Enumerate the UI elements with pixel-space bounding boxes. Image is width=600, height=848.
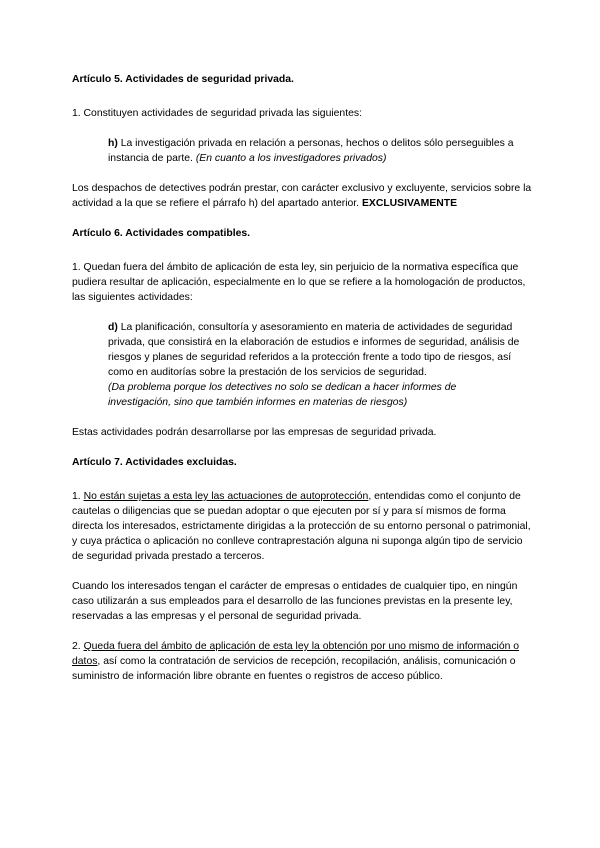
article-7-paragraph-1 bbox=[72, 489, 532, 564]
paragraph-number: 1. bbox=[72, 491, 84, 502]
paragraph-text: Los despachos de detectives podrán prestar, con carácter exclusivo y excluyente, servicios sobre la actividad a la que se refiere el párrafo h) del apartado anterior. bbox=[72, 183, 532, 209]
article-6-heading: Artículo 6. Actividades compatibles. bbox=[72, 228, 251, 239]
article-7-paragraph-2: Cuando los interesados tengan el carácter de empresas o entidades de cualquier tipo, en ningún caso utilizarán a sus empleados para el desarrollo de las funciones previstas en la presente ley, reservadas a las empresas y el personal de seguridad privada. bbox=[72, 581, 518, 622]
item-text: La investigación privada en relación a personas, hechos o delitos sólo perseguibles a instancia de parte. bbox=[108, 138, 514, 164]
item-note: (Da problema porque los detectives no solo se dedican a hacer informes de investigación, sino que también informes en materias de riesgos) bbox=[108, 382, 457, 408]
paragraph-text: , así como la contratación de servicios de recepción, recopilación, análisis, comunicación o suministro de información libre obrante en fuentes o registros de acceso público. bbox=[72, 656, 516, 682]
article-7-paragraph-3 bbox=[72, 639, 532, 684]
emphasis-label: EXCLUSIVAMENTE bbox=[361, 198, 458, 209]
item-marker: d) bbox=[108, 322, 118, 333]
article-7-heading: Artículo 7. Actividades excluidas. bbox=[72, 457, 237, 468]
article-6-paragraph-2: Estas actividades podrán desarrollarse por las empresas de seguridad privada. bbox=[72, 427, 437, 438]
underlined-text: Queda fuera del ámbito de aplicación de esta ley la obtención por uno mismo de información o datos bbox=[72, 641, 520, 667]
article-5-paragraph-2 bbox=[72, 181, 532, 211]
article-5-paragraph-1: 1. Constituyen actividades de seguridad privada las siguientes: bbox=[72, 108, 362, 119]
item-note: (En cuanto a los investigadores privados) bbox=[195, 153, 387, 164]
item-marker: h) bbox=[108, 138, 118, 149]
article-6-paragraph-1: 1. Quedan fuera del ámbito de aplicación de esta ley, sin perjuicio de la normativa específica que pudiera resultar de aplicación, especialmente en lo que se refiere a la homologación de productos, las siguientes actividades: bbox=[72, 262, 526, 303]
item-text: La planificación, consultoría y asesoramiento en materia de actividades de seguridad privada, que consistirá en la elaboración de estudios e informes de seguridad, análisis de riesgos y planes de seguridad referidos a la protección frente a todo tipo de riesgos, así como en auditorías sobre la prestación de los servicios de seguridad. bbox=[108, 322, 520, 378]
paragraph-text: , entendidas como el conjunto de cautelas o diligencias que se puedan adoptar o que ejecuten por sí y para sí mismos de forma directa los interesados, estrictamente dirigidas a la protección de su entorno personal o patrimonial, y cuya práctica o aplicación no conlleve contraprestación alguna ni suponga algún tipo de servicio de seguridad privada prestado a terceros. bbox=[72, 491, 531, 562]
underlined-text: No están sujetas a esta ley las actuaciones de autoprotección bbox=[83, 491, 369, 502]
article-5-heading: Artículo 5. Actividades de seguridad privada. bbox=[72, 74, 294, 85]
article-6-item-d bbox=[108, 320, 522, 410]
article-5-item-h bbox=[108, 136, 522, 166]
paragraph-number: 2. bbox=[72, 641, 84, 652]
document-page bbox=[72, 72, 532, 699]
